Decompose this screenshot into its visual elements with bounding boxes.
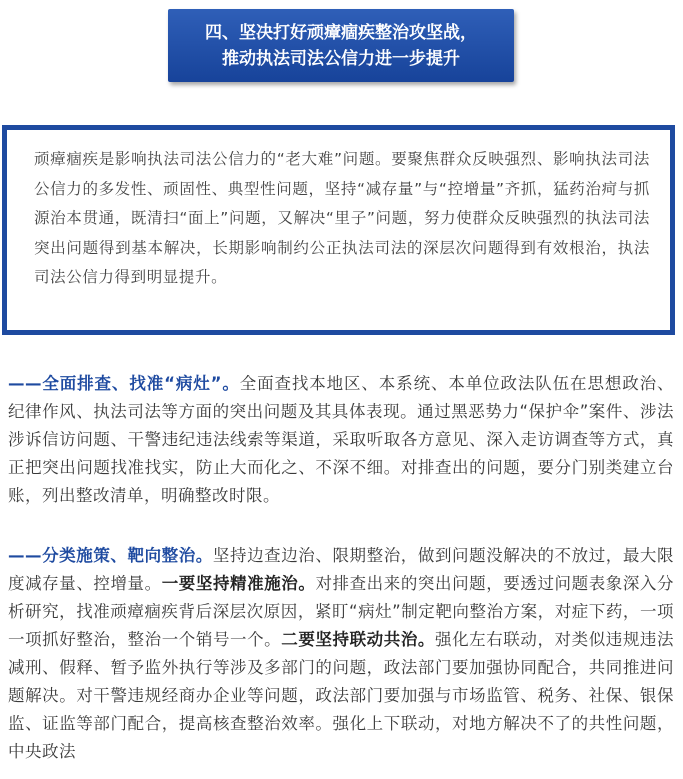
section-1-heading: ——全面排查、找准“病灶”。 (8, 374, 240, 393)
section-2-paragraph (8, 542, 674, 766)
section-2-heading: ——分类施策、靶向整治。 (8, 546, 213, 565)
section-1-text: 全面查找本地区、本系统、本单位政法队伍在思想政治、纪律作风、执法司法等方面的突出问题及其具体表现。通过黑恶势力“保护伞”案件、涉法涉诉信访问题、干警违纪违法线索等渠道，采取听取各方意见、深入走访调查等方式，真正把突出问题找准找实，防止大而化之、不深不细。对排查出的问题，要分门别类建立台账，列出整改清单，明确整改时限。 (8, 374, 674, 505)
section-2-bold-2: 二要坚持联动共治。 (281, 630, 435, 649)
section-1-paragraph (8, 370, 674, 510)
intro-text: 顽瘴痼疾是影响执法司法公信力的“老大难”问题。要聚焦群众反映强烈、影响执法司法公信力的多发性、顽固性、典型性问题，坚持“减存量”与“控增量”齐抓，猛药治疴与抓源治本贯通，既清扫“面上”问题，又解决“里子”问题，努力使群众反映强烈的执法司法突出问题得到基本解决，长期影响制约公正执法司法的深层次问题得到有效根治，执法司法公信力得到明显提升。 (34, 150, 650, 286)
banner-line-1: 四、坚决打好顽瘴痼疾整治攻坚战， (205, 22, 477, 43)
section-title-banner (168, 9, 514, 82)
section-2-text-2: 对排查出来的突出问题，要透过问题表象深入分析研究，找准顽瘴痼疾背后深层次原因，紧盯“病灶”制定靶向整治方案，对症下药，一项一项抓好整治，整治一个销号一个。 (8, 574, 675, 649)
section-2-text-3: 强化左右联动，对类似违规违法减刑、假释、暂予监外执行等涉及多部门的问题，政法部门要加强协同配合，共同推进问题解决。对干警违规经商办企业等问题，政法部门要加强与市场监管、税务、社保、银保监、证监等部门配合，提高核查整治效率。强化上下联动，对地方解决不了的共性问题，中央政法 (8, 630, 675, 761)
section-2-text-1: 坚持边查边治、限期整治，做到问题没解决的不放过，最大限度减存量、控增量。 (8, 546, 675, 593)
section-2-bold-1: 一要坚持精准施治。 (161, 574, 316, 593)
banner-line-2: 推动执法司法公信力进一步提升 (222, 48, 460, 69)
